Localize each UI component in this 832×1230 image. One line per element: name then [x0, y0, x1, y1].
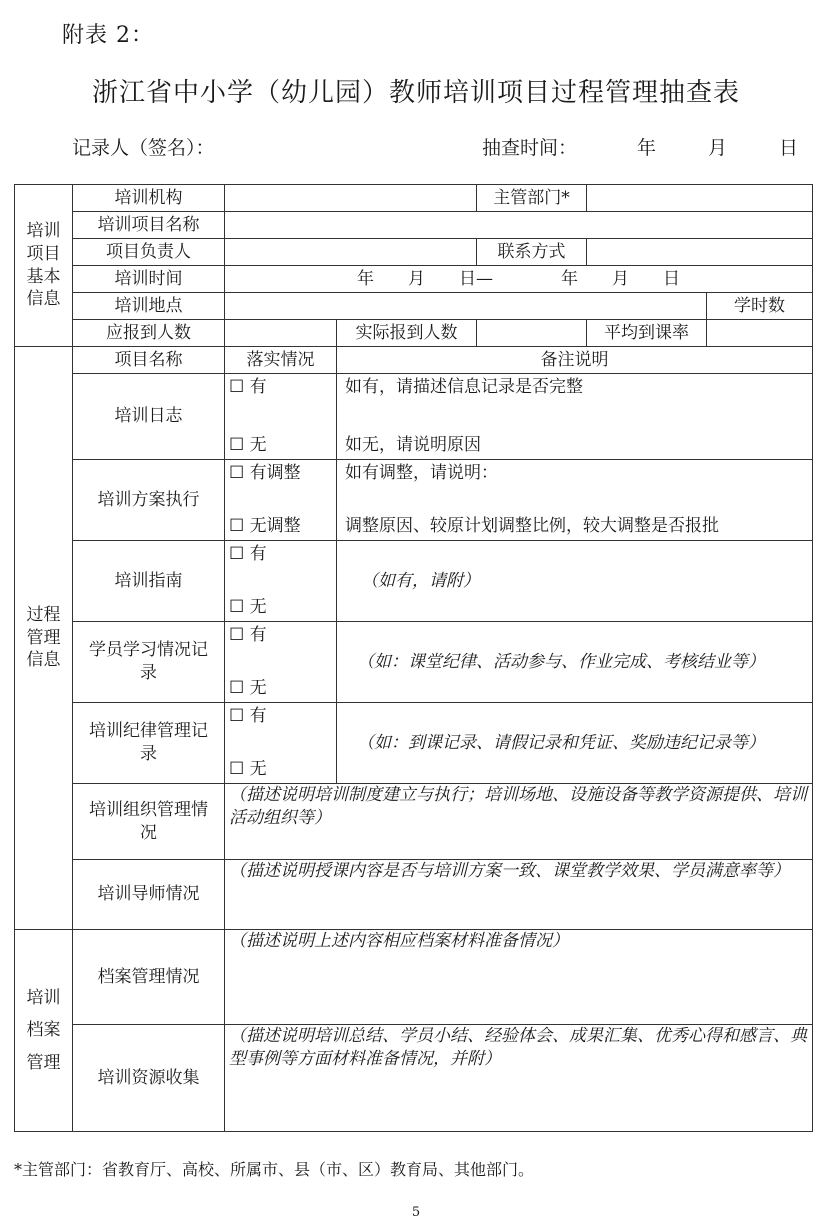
note-plan-no: 调整原因、较原计划调整比例，较大调整是否报批 — [345, 516, 719, 537]
item-training-guide: 培训指南 — [73, 541, 225, 622]
checkbox-study-no[interactable]: ☐ 无 — [229, 678, 267, 699]
check-time-label: 抽查时间： — [482, 137, 578, 159]
status-training-log — [225, 374, 337, 460]
note-discipline-record: （如：到课记录、请假记录和凭证、奖励违纪记录等） — [337, 703, 813, 784]
footnote: *主管部门：省教育厅、高校、所属市、县（市、区）教育局、其他部门。 — [14, 1160, 535, 1179]
checkbox-log-no[interactable]: ☐ 无 — [229, 435, 267, 456]
day-label: 日 — [779, 137, 799, 159]
item-organization: 培训组织管理情况 — [73, 784, 225, 860]
document-title: 浙江省中小学（幼儿园）教师培训项目过程管理抽查表 — [91, 78, 740, 108]
leader-field[interactable] — [225, 239, 477, 266]
check-time-line — [482, 133, 798, 160]
checkbox-study-yes[interactable]: ☐ 有 — [229, 625, 267, 645]
col-item-header: 项目名称 — [73, 347, 225, 374]
expected-label: 应报到人数 — [73, 320, 225, 347]
dept-label: 主管部门* — [477, 185, 587, 212]
item-mentor: 培训导师情况 — [73, 860, 225, 930]
project-name-field[interactable] — [225, 212, 813, 239]
section-process-info: 过程管理信息 — [15, 347, 73, 930]
org-field[interactable] — [225, 185, 477, 212]
checkbox-guide-no[interactable]: ☐ 无 — [229, 597, 267, 618]
note-log-no: 如无，请说明原因 — [345, 435, 481, 456]
note-resource-collection: （描述说明培训总结、学员小结、经验体会、成果汇集、优秀心得和感言、典型事例等方面材料准备情况，并附） — [225, 1025, 813, 1132]
project-name-label: 培训项目名称 — [73, 212, 225, 239]
actual-field[interactable] — [477, 320, 587, 347]
item-discipline-record: 培训纪律管理记录 — [73, 703, 225, 784]
time-label: 培训时间 — [73, 266, 225, 293]
checkbox-log-yes[interactable]: ☐ 有 — [229, 377, 267, 397]
place-field[interactable] — [225, 293, 707, 320]
col-note-header: 备注说明 — [337, 347, 813, 374]
inspection-table — [14, 184, 813, 1132]
time-range-field[interactable]: 年 月 日— 年 月 日 — [225, 266, 813, 293]
checkbox-discipline-yes[interactable]: ☐ 有 — [229, 706, 267, 726]
note-mentor: （描述说明授课内容是否与培训方案一致、课堂教学效果、学员满意率等） — [225, 860, 813, 930]
page-number: 5 — [411, 1205, 421, 1220]
status-discipline-record — [225, 703, 337, 784]
checkbox-discipline-no[interactable]: ☐ 无 — [229, 759, 267, 780]
year-label: 年 — [637, 137, 657, 159]
attendance-label: 平均到课率 — [587, 320, 707, 347]
recorder-signature-label: 记录人（签名）： — [72, 137, 215, 159]
checkbox-guide-yes[interactable]: ☐ 有 — [229, 544, 267, 564]
col-status-header: 落实情况 — [225, 347, 337, 374]
hours-label: 学时数 — [707, 293, 813, 320]
checkbox-plan-adjusted[interactable]: ☐ 有调整 — [229, 463, 301, 483]
item-training-log: 培训日志 — [73, 374, 225, 460]
item-plan-execution: 培训方案执行 — [73, 460, 225, 541]
section-archive: 培训档案管理 — [15, 930, 73, 1132]
note-plan-execution — [337, 460, 813, 541]
appendix-label: 附表 2： — [62, 23, 154, 48]
note-archive-records: （描述说明上述内容相应档案材料准备情况） — [225, 930, 813, 1025]
item-resource-collection: 培训资源收集 — [73, 1025, 225, 1132]
expected-field[interactable] — [225, 320, 337, 347]
note-training-log — [337, 374, 813, 460]
note-organization: （描述说明培训制度建立与执行；培训场地、设施设备等教学资源提供、培训活动组织等） — [225, 784, 813, 860]
note-training-guide: （如有，请附） — [337, 541, 813, 622]
actual-label: 实际报到人数 — [337, 320, 477, 347]
org-label: 培训机构 — [73, 185, 225, 212]
attendance-field[interactable] — [707, 320, 813, 347]
note-log-yes: 如有，请描述信息记录是否完整 — [345, 377, 583, 397]
status-training-guide — [225, 541, 337, 622]
month-label: 月 — [708, 137, 728, 159]
contact-label: 联系方式 — [477, 239, 587, 266]
note-plan-yes: 如有调整，请说明： — [345, 463, 498, 483]
contact-field[interactable] — [587, 239, 813, 266]
item-study-record: 学员学习情况记录 — [73, 622, 225, 703]
section-basic-info: 培训项目基本信息 — [15, 185, 73, 347]
status-study-record — [225, 622, 337, 703]
item-archive-records: 档案管理情况 — [73, 930, 225, 1025]
leader-label: 项目负责人 — [73, 239, 225, 266]
dept-field[interactable] — [587, 185, 813, 212]
status-plan-execution — [225, 460, 337, 541]
note-study-record: （如：课堂纪律、活动参与、作业完成、考核结业等） — [337, 622, 813, 703]
place-label: 培训地点 — [73, 293, 225, 320]
checkbox-plan-not-adjusted[interactable]: ☐ 无调整 — [229, 516, 301, 537]
